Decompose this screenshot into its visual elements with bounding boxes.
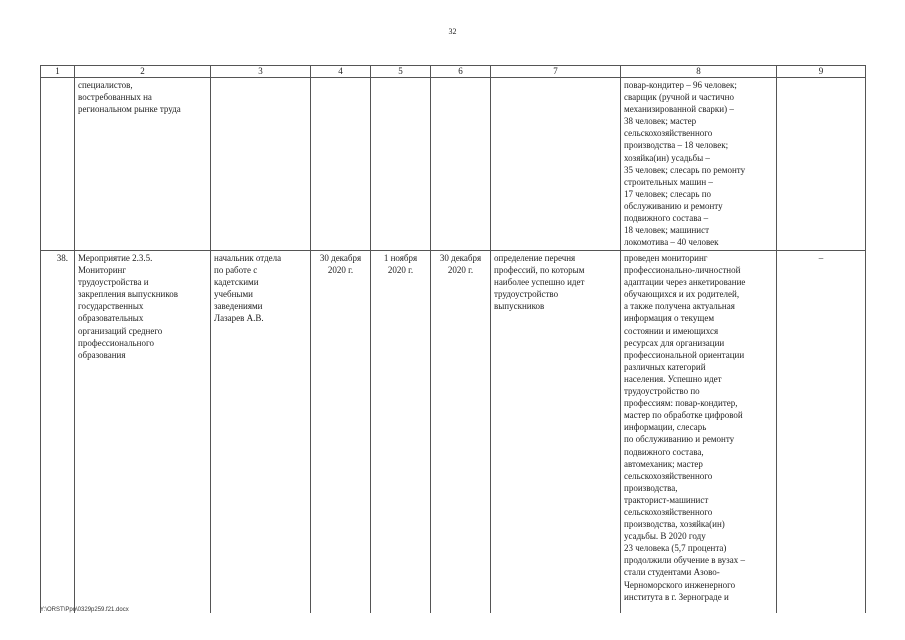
text-line: профессионально-личностной [624, 265, 741, 276]
responsible-cell [211, 78, 311, 251]
table-row-continuation [41, 78, 866, 251]
text-line: подвижного состава – [624, 213, 709, 224]
text-line: образования [78, 349, 126, 360]
header-cell: 2 [75, 66, 211, 78]
text-line: обслуживанию и ремонту [624, 200, 723, 211]
text-line: заведениями [214, 301, 263, 312]
text-line: 38 человек; мастер [624, 116, 697, 127]
text-line: Мероприятие 2.3.5. [78, 253, 153, 263]
text-line: наиболее успешно идет [494, 277, 585, 288]
text-line: сельскохозяйственного [624, 506, 713, 517]
expected-result-cell [491, 251, 621, 614]
expected-result-cell [491, 78, 621, 251]
text-line: трудоустройство [494, 289, 559, 300]
text-line: Черноморского инженерного [624, 579, 736, 590]
text-line: учебными [214, 289, 253, 300]
text-line: 2020 г. [387, 265, 414, 276]
text-line: сварщик (ручной и частично [624, 92, 734, 103]
text-line: 2020 г. [447, 265, 474, 276]
date-cell [431, 78, 491, 251]
text-line: определение перечня [494, 253, 576, 263]
text-line: усадьбы. В 2020 году [624, 531, 706, 542]
text-line: выпускников [494, 301, 545, 312]
text-line: мастер по обработке цифровой [624, 410, 743, 421]
header-cell: 6 [431, 66, 491, 78]
text-line: стали студентами Азово- [624, 567, 720, 578]
date-cell [311, 251, 371, 614]
text-line: обучающихся и их родителей, [624, 289, 740, 300]
text-line: тракторист-машинист [624, 494, 709, 505]
text-line: трудоустройство по [624, 386, 700, 397]
text-line: кадетскими [214, 277, 259, 288]
text-line: 17 человек; слесарь по [624, 188, 712, 199]
text-line: механизированной сварки) – [624, 104, 734, 115]
header-cell: 3 [211, 66, 311, 78]
text-line: 30 декабря [319, 253, 362, 263]
text-line: проведен мониторинг [624, 253, 708, 263]
note-cell [777, 78, 866, 251]
text-line: 23 человека (5,7 процента) [624, 543, 727, 554]
note-cell: – [777, 251, 866, 614]
text-line: автомеханик; мастер [624, 458, 703, 469]
text-line: по обслуживанию и ремонту [624, 434, 735, 445]
text-line: специалистов, [78, 80, 133, 90]
text-line: института в г. Зернограде и [624, 591, 729, 602]
actual-result-cell [621, 78, 777, 251]
report-table [40, 65, 866, 613]
text-line: ресурсах для организации [624, 337, 725, 348]
row-number-cell [41, 78, 75, 251]
header-cell: 1 [41, 66, 75, 78]
text-line: информация о текущем [624, 313, 715, 324]
text-line: начальник отдела [214, 253, 282, 263]
text-line: 1 ноября [383, 253, 418, 263]
text-line: региональном рынке труда [78, 104, 181, 115]
text-line: сельскохозяйственного [624, 470, 713, 481]
header-cell: 9 [777, 66, 866, 78]
text-line: продолжили обучение в вузах – [624, 555, 745, 566]
text-line: подвижного состава, [624, 446, 704, 457]
date-cell [431, 251, 491, 614]
text-line: профессионального [78, 337, 154, 348]
text-line: производства, хозяйка(ин) [624, 519, 725, 530]
event-cell [75, 78, 211, 251]
header-cell: 7 [491, 66, 621, 78]
text-line: 30 декабря [439, 253, 482, 263]
date-cell [311, 78, 371, 251]
text-line: повар-кондитер – 96 человек; [624, 80, 737, 90]
date-cell [371, 251, 431, 614]
footer-file-path: Y:\ORST\Ppo\0329p259.f21.docx [40, 607, 129, 613]
text-line: производства – 18 человек; [624, 140, 729, 151]
text-line: востребованных на [78, 92, 152, 103]
text-line: 35 человек; слесарь по ремонту [624, 164, 746, 175]
text-line: населения. Успешно идет [624, 373, 722, 384]
table-row-38 [41, 251, 866, 614]
text-line: организаций среднего [78, 325, 163, 336]
text-line: 2020 г. [327, 265, 354, 276]
text-line: сельскохозяйственного [624, 128, 713, 139]
responsible-cell [211, 251, 311, 614]
text-line: по работе с [214, 265, 258, 276]
header-cell: 5 [371, 66, 431, 78]
actual-result-cell [621, 251, 777, 614]
text-line: а также получена актуальная [624, 301, 735, 312]
text-line: различных категорий [624, 361, 706, 372]
text-line: профессиональной ориентации [624, 349, 745, 360]
page-number: 32 [448, 27, 457, 36]
event-cell [75, 251, 211, 614]
header-cell: 8 [621, 66, 777, 78]
row-number-cell: 38. [41, 251, 75, 614]
text-line: производства, [624, 482, 678, 493]
text-line: 18 человек; машинист [624, 225, 710, 236]
text-line: состоянии и имеющихся [624, 325, 719, 336]
text-line: Мониторинг [78, 265, 127, 276]
text-line: информации, слесарь [624, 422, 707, 433]
text-line: строительных машин – [624, 176, 713, 187]
table-header-row [41, 66, 866, 78]
text-line: закрепления выпускников [78, 289, 179, 300]
text-line: хозяйка(ин) усадьбы – [624, 152, 710, 163]
text-line: Лазарев А.В. [214, 313, 264, 324]
text-line: образовательных [78, 313, 144, 324]
text-line: адаптации через анкетирование [624, 277, 746, 288]
text-line: локомотива – 40 человек [624, 237, 719, 248]
text-line: профессиям: повар-кондитер, [624, 398, 738, 409]
header-cell: 4 [311, 66, 371, 78]
date-cell [371, 78, 431, 251]
text-line: профессий, по которым [494, 265, 585, 276]
text-line: трудоустройства и [78, 277, 149, 288]
text-line: государственных [78, 301, 144, 312]
